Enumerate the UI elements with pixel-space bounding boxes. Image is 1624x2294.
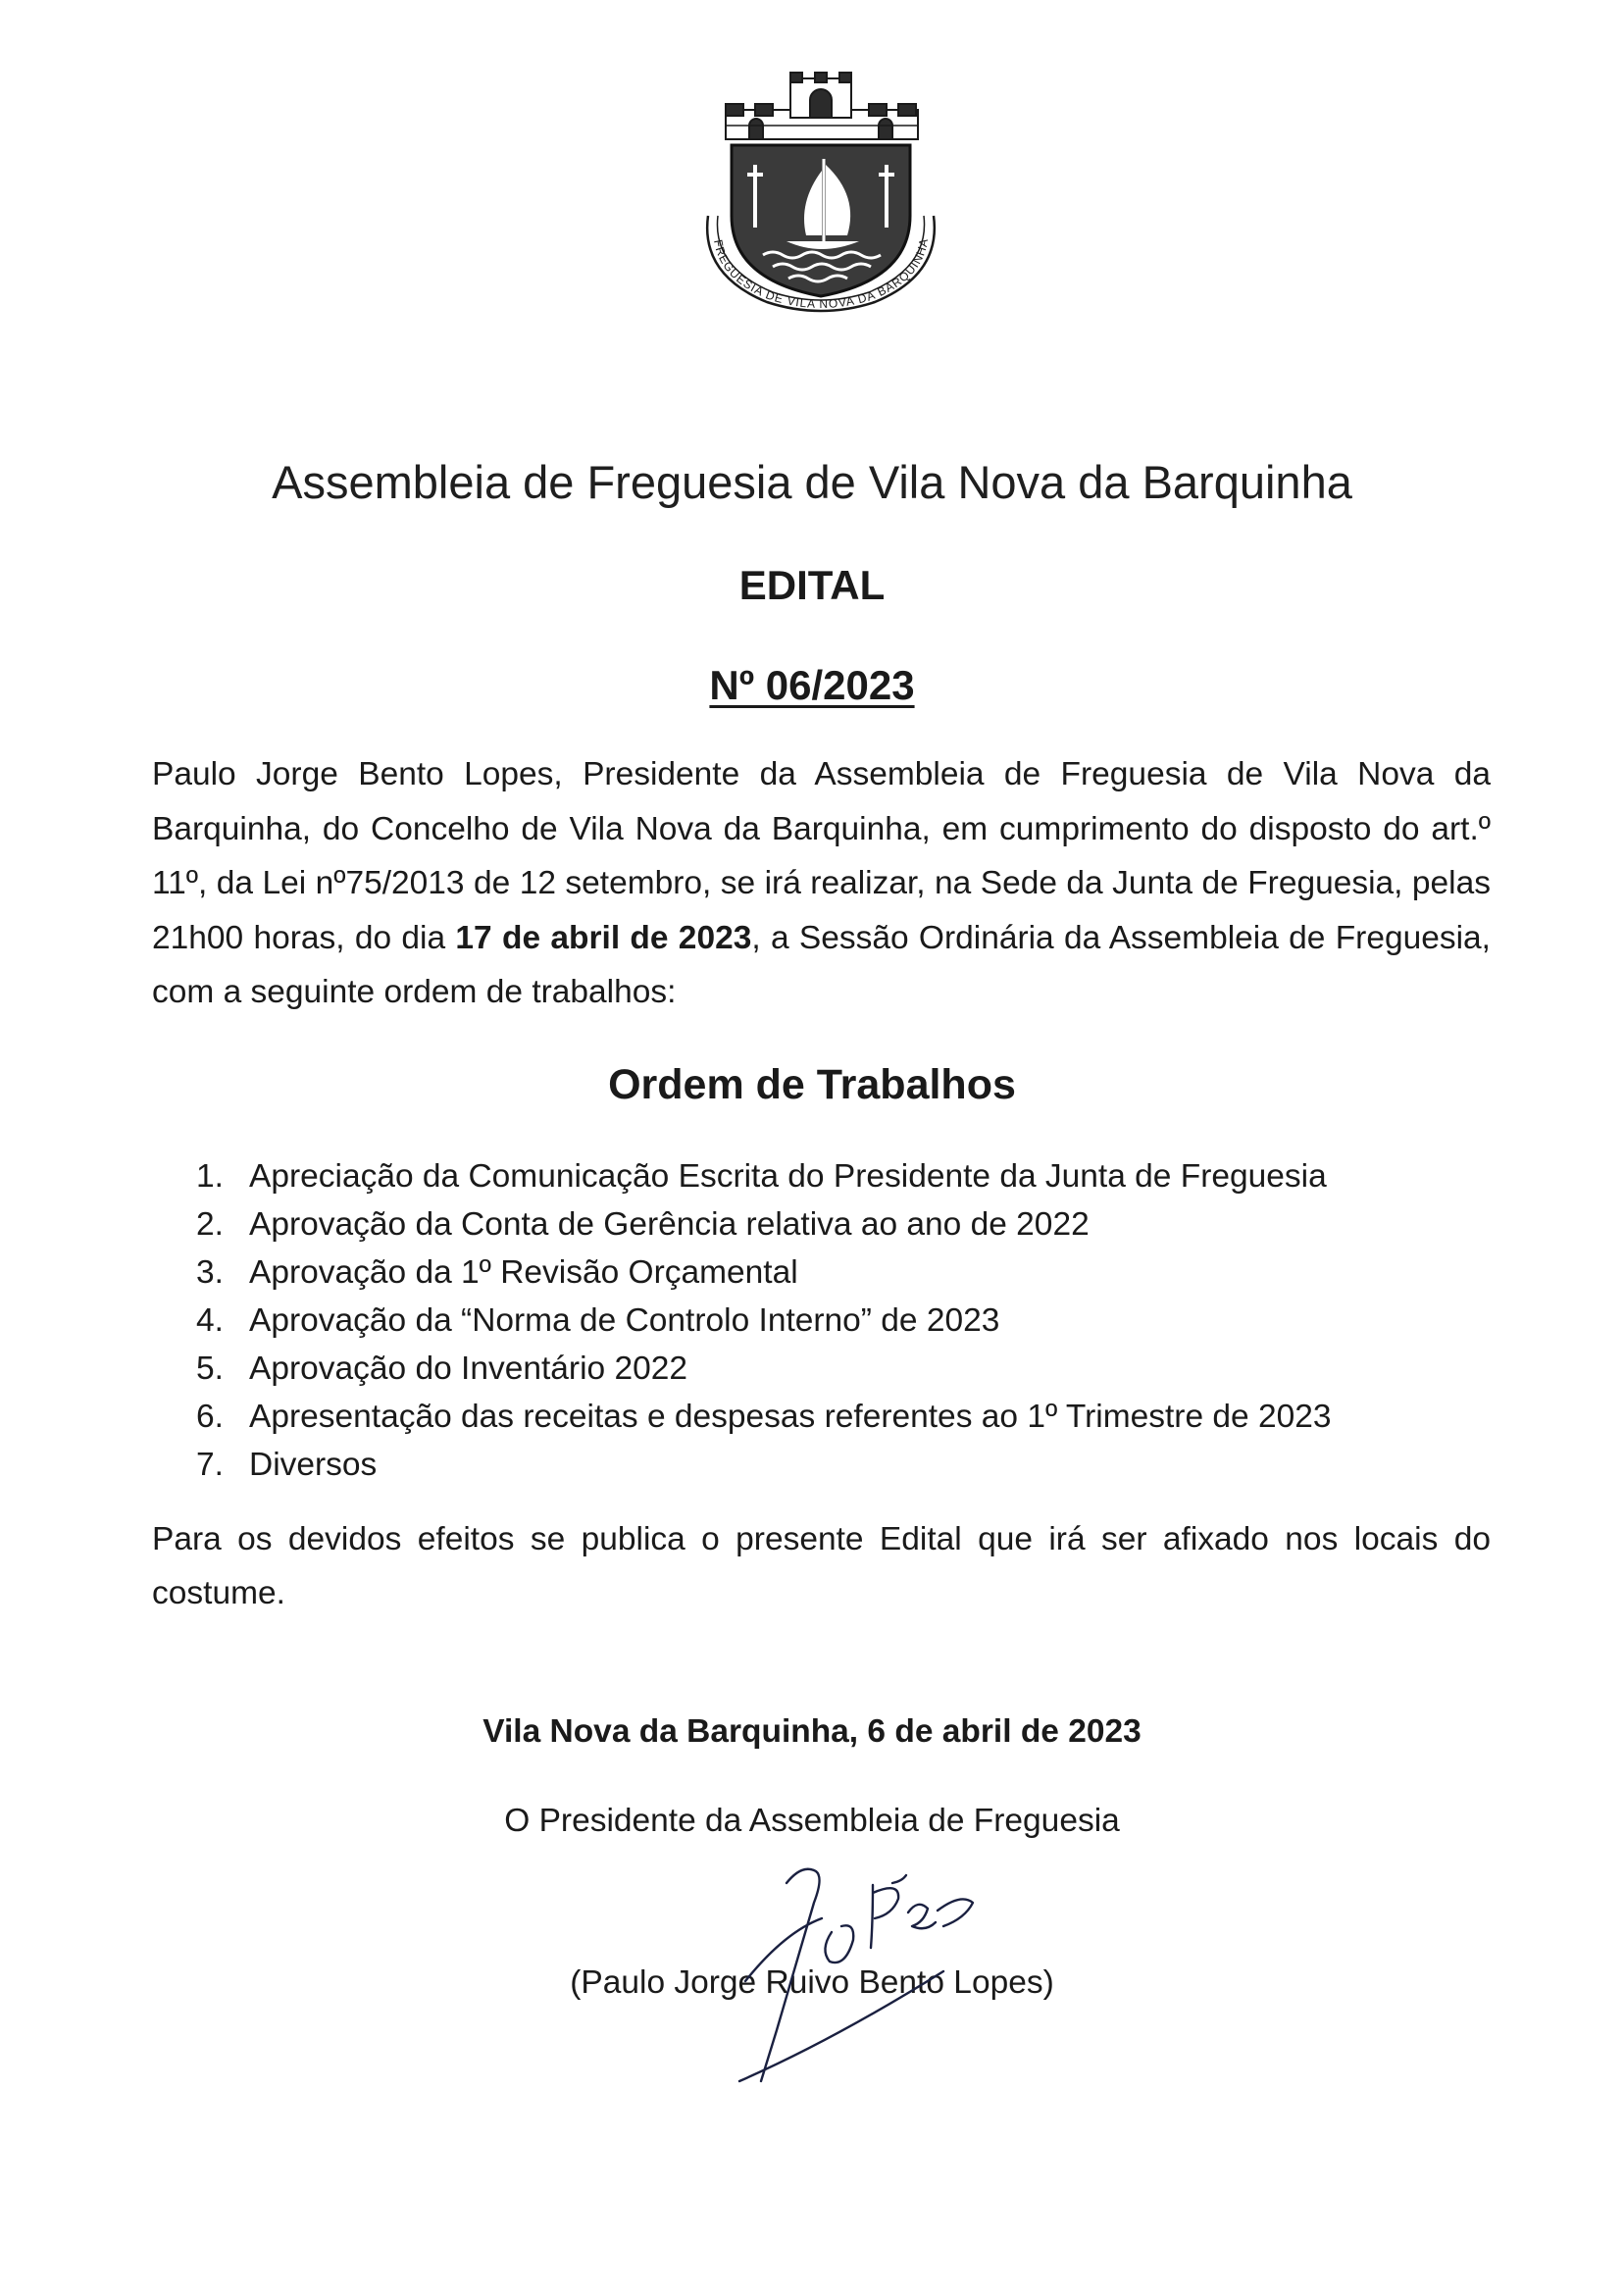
agenda-item-number: 3. (196, 1254, 224, 1291)
agenda-item-text: Aprovação do Inventário 2022 (249, 1351, 687, 1387)
parish-crest-logo (694, 69, 947, 316)
intro-text-after: , a Sessão Ordinária da Assembleia de Freguesia, com a seguinte ordem de trabalhos: (152, 919, 1491, 1010)
agenda-item-number: 4. (196, 1302, 224, 1339)
intro-text-before: Paulo Jorge Bento Lopes, Presidente da Assembleia de Freguesia de Vila Nova da Barquinha, do Concelho de Vila Nova da Barquinha, em cumprimento do disposto do art.º 11º, da Lei nº75/2013 de 12 setembro, se irá realizar, na Sede da Junta de Freguesia, pelas 21h00 horas, do dia (152, 756, 1491, 956)
closing-paragraph: Para os devidos efeitos se publica o presente Edital que irá ser afixado nos locais do costume. (152, 1521, 1491, 1611)
agenda-item-text: Aprovação da “Norma de Controlo Interno” de 2023 (249, 1302, 1000, 1339)
signatory-role: O Presidente da Assembleia de Freguesia (504, 1803, 1120, 1839)
svg-text:FREGUESIA DE VILA NOVA DA BARQ: FREGUESIA DE VILA NOVA DA BARQUINHA (711, 236, 932, 312)
page-title: Assembleia de Freguesia de Vila Nova da Barquinha (272, 456, 1352, 508)
notice-number: Nº 06/2023 (709, 662, 915, 708)
agenda-item-text: Aprovação da 1º Revisão Orçamental (249, 1254, 798, 1291)
notice-number-heading (0, 659, 1624, 712)
agenda-item (196, 1297, 1471, 1345)
agenda-item (196, 1393, 1471, 1441)
agenda-item (196, 1152, 1471, 1200)
agenda-item-number: 1. (196, 1158, 224, 1195)
intro-paragraph (152, 747, 1491, 1020)
agenda-item (196, 1249, 1471, 1297)
agenda-item (196, 1200, 1471, 1249)
agenda-list (196, 1152, 1471, 1489)
agenda-item (196, 1441, 1471, 1489)
agenda-item-text: Diversos (249, 1447, 378, 1483)
shield-icon (732, 145, 910, 296)
agenda-item-number: 2. (196, 1206, 224, 1243)
agenda-heading: Ordem de Trabalhos (608, 1061, 1016, 1108)
mural-crown-icon (726, 73, 918, 139)
agenda-item (196, 1345, 1471, 1393)
agenda-item-number: 6. (196, 1399, 224, 1435)
agenda-item-number: 5. (196, 1351, 224, 1387)
notice-type-heading: EDITAL (738, 562, 886, 608)
session-date: 17 de abril de 2023 (455, 919, 752, 956)
agenda-item-text: Apreciação da Comunicação Escrita do Presidente da Junta de Freguesia (249, 1158, 1327, 1195)
place-and-date: Vila Nova da Barquinha, 6 de abril de 2023 (482, 1713, 1142, 1750)
agenda-item-text: Apresentação das receitas e despesas referentes ao 1º Trimestre de 2023 (249, 1399, 1332, 1435)
agenda-item-number: 7. (196, 1447, 224, 1483)
signatory-name: (Paulo Jorge Ruivo Bento Lopes) (570, 1964, 1054, 2001)
agenda-item-text: Aprovação da Conta de Gerência relativa ao ano de 2022 (249, 1206, 1090, 1243)
